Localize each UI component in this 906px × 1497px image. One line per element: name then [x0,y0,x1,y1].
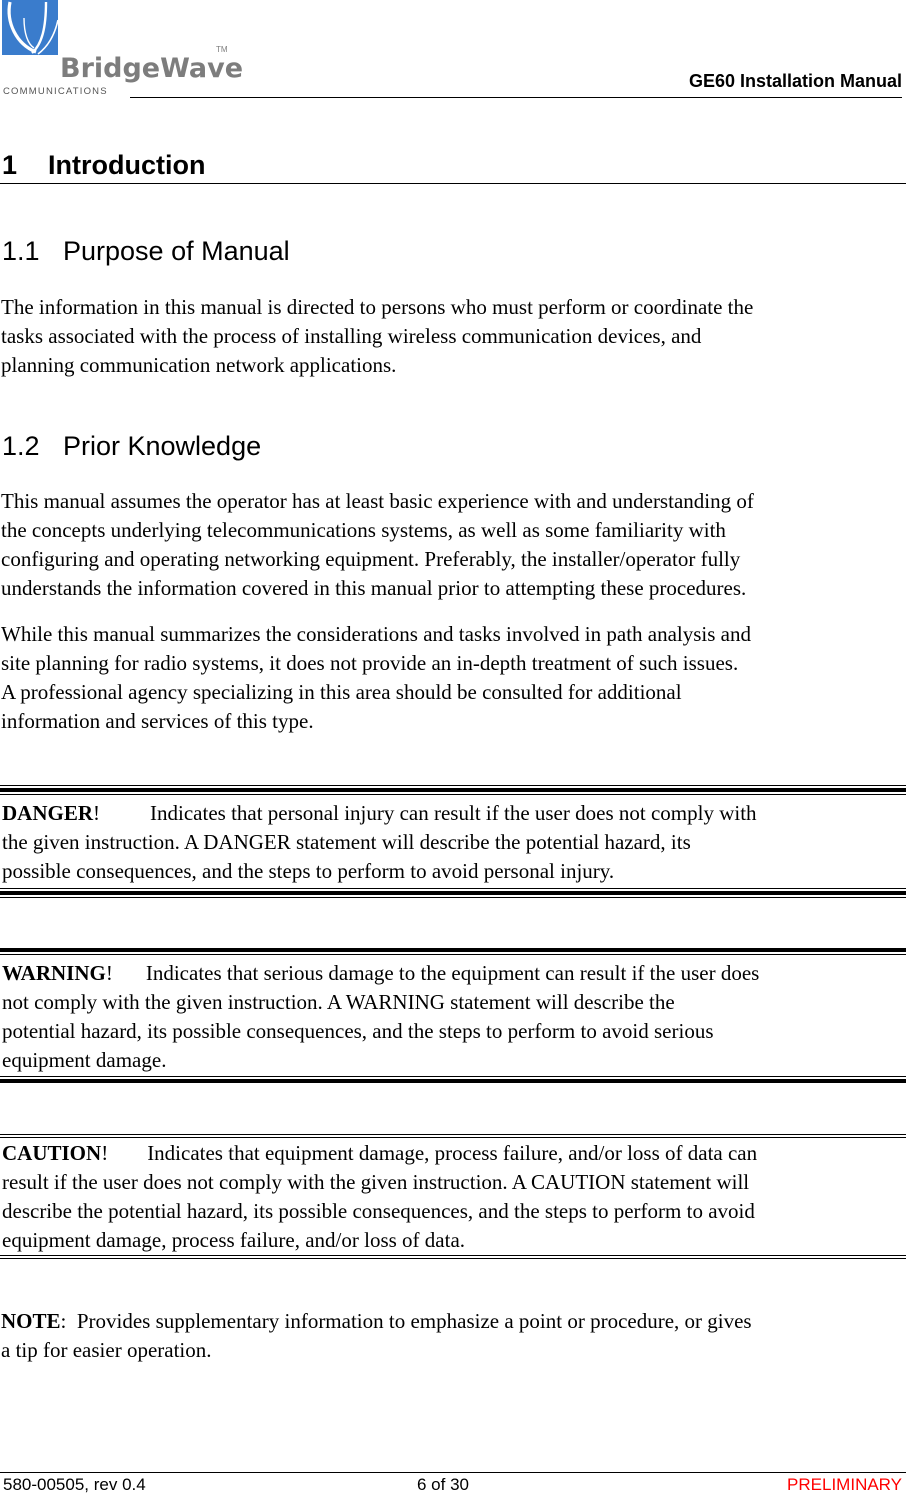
section-title: Purpose of Manual [63,236,290,266]
text-line: While this manual summarizes the considerations and tasks involved in path analysis and [1,622,752,646]
colon: : [60,1309,67,1333]
callout-first-line [1,1307,906,1336]
border-line [0,888,906,889]
section-title: Prior Knowledge [63,431,262,461]
trademark-mark: TM [216,45,228,54]
exclamation: ! [105,961,113,985]
note-label: NOTE [1,1309,61,1333]
danger-label: DANGER [2,801,94,825]
border-line [0,1079,906,1083]
document-number: 580-00505, rev 0.4 [3,1475,146,1494]
text-line: not comply with the given instruction. A WARNING statement will describe the [2,990,675,1014]
text-line: a tip for easier operation. [1,1338,212,1362]
text-line: planning communication network applications. [1,353,397,377]
text-line: the given instruction. A DANGER statement will describe the potential hazard, its [2,830,691,854]
callout-first-line [2,1139,906,1168]
document-title: GE60 Installation Manual [688,71,902,91]
text-line: This manual assumes the operator has at least basic experience with and understanding of [1,489,754,513]
text-line: result if the user does not comply with the given instruction. A CAUTION statement will [2,1170,750,1194]
logo-subtitle: COMMUNICATIONS [3,86,108,97]
text-line: site planning for radio systems, it does not provide an in-depth treatment of such issues. [1,651,739,675]
page-number: 6 of 30 [417,1475,469,1494]
border-line [0,794,906,795]
border-line [0,1134,906,1135]
chapter-title: Introduction [48,150,206,180]
border-line [0,948,906,952]
exclamation: ! [101,1141,109,1165]
chapter-heading [0,148,906,184]
section-number: 1.1 [2,236,40,266]
text-line: A professional agency specializing in this area should be consulted for additional [1,680,682,704]
warning-label: WARNING [2,961,106,985]
border-line [0,897,906,898]
text-line: information and services of this type. [1,709,314,733]
border-line [0,1076,906,1077]
border-line [0,891,906,895]
bridgewave-logo-icon [2,0,58,55]
callout-text: Indicates that equipment damage, process failure, and/or loss of data can [147,1141,758,1165]
border-line [0,788,906,792]
footer-divider [0,1472,906,1473]
header-divider [130,97,902,98]
purpose-paragraph [0,293,906,380]
border-line [0,954,906,955]
border-line [0,1137,906,1138]
chapter-number: 1 [2,150,18,180]
callout-text: Indicates that personal injury can result if the user does not comply with [150,801,757,825]
text-line: configuring and operating networking equipment. Preferably, the installer/operator fully [1,547,741,571]
text-line: understands the information covered in this manual prior to attempting these procedures. [1,576,747,600]
text-line: possible consequences, and the steps to perform to avoid personal injury. [2,859,615,883]
text-line: equipment damage. [2,1048,167,1072]
border-line [0,1258,906,1259]
callout-first-line [2,799,906,828]
exclamation: ! [93,801,101,825]
text-line: describe the potential hazard, its possible consequences, and the steps to perform to avoid [2,1199,755,1223]
text-line: the concepts underlying telecommunications systems, as well as some familiarity with [1,518,726,542]
text-line: potential hazard, its possible consequences, and the steps to perform to avoid serious [2,1019,714,1043]
text-line: The information in this manual is directed to persons who must perform or coordinate the [1,295,754,319]
section-number: 1.2 [2,431,40,461]
status-badge: PRELIMINARY [787,1475,902,1494]
prior-knowledge-paragraph-2 [0,620,906,736]
border-line [0,1255,906,1256]
callout-first-line [2,959,906,988]
caution-label: CAUTION [2,1141,102,1165]
border-line [0,785,906,786]
prior-knowledge-paragraph-1 [0,487,906,603]
callout-text: Indicates that serious damage to the equipment can result if the user does [145,961,760,985]
logo-wordmark: BridgeWave [60,53,244,84]
callout-text: Provides supplementary information to emphasize a point or procedure, or gives [76,1309,752,1333]
text-line: equipment damage, process failure, and/or loss of data. [2,1228,466,1252]
note-callout [0,1307,906,1365]
text-line: tasks associated with the process of installing wireless communication devices, and [1,324,702,348]
